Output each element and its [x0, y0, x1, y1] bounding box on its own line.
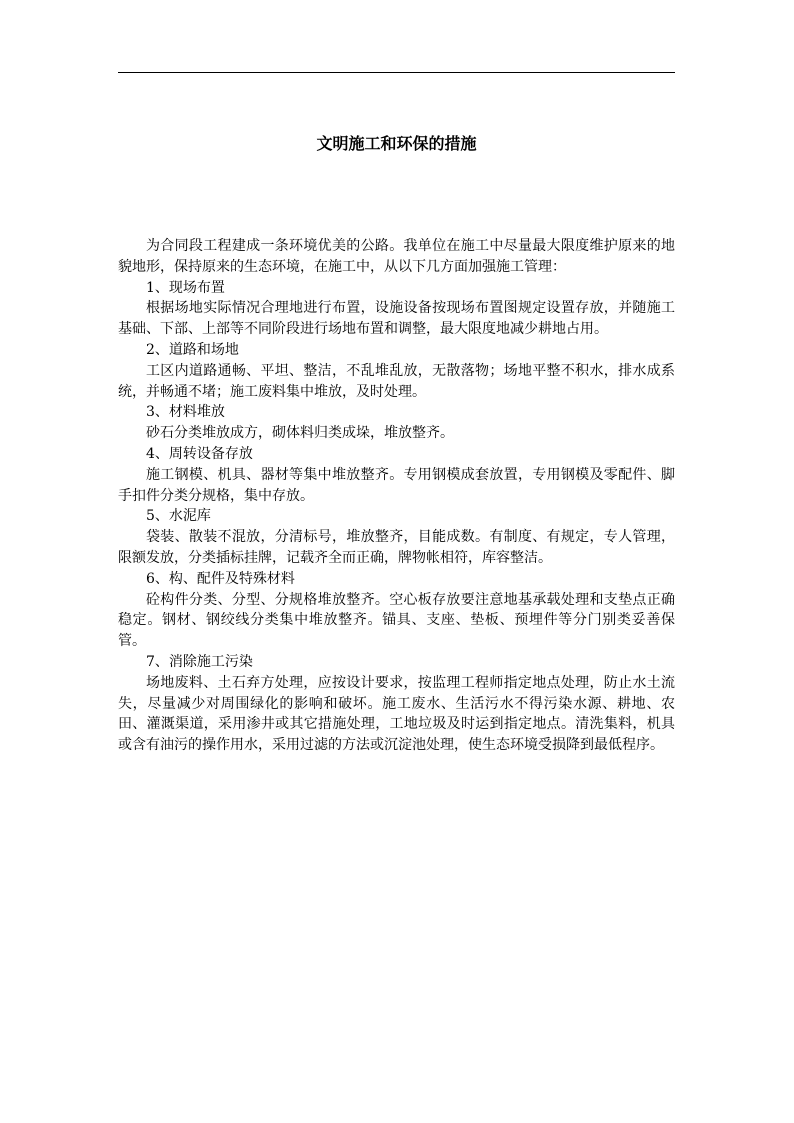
section-heading-pollution-control: 7、消除施工污染: [146, 653, 253, 670]
section-paragraph-equipment-storage: 施工钢模、机具、器材等集中堆放整齐。专用钢模成套放置，专用钢模及零配件、脚手扣件分类分规格，集中存放。: [118, 466, 675, 504]
section-heading-site-layout: 1、现场布置: [146, 279, 225, 296]
intro-paragraph: 为合同段工程建成一条环境优美的公路。我单位在施工中尽量最大限度维护原来的地貌地形，保持原来的生态环境，在施工中，从以下几方面加强施工管理：: [118, 238, 675, 275]
section-paragraph-material-stacking: 砂石分类堆放成方，砌体料归类成垛，堆放整齐。: [146, 425, 454, 442]
document-body: [118, 236, 675, 756]
section-paragraph-special-materials: 砼构件分类、分型、分规格堆放整齐。空心板存放要注意地基承载处理和支垫点正确稳定。钢材、钢绞线分类集中堆放整齐。锚具、支座、垫板、预埋件等分门别类妥善保管。: [118, 591, 675, 650]
section-paragraph-pollution-control: 场地废料、土石弃方处理，应按设计要求，按监理工程师指定地点处理，防止水土流失，尽量减少对周围绿化的影响和破坏。施工废水、生活污水不得污染水源、耕地、农田、灌溉渠道，采用渗井或其它措施处理，工地垃圾及时运到指定地点。清洗集料，机具或含有油污的操作用水，采用过滤的方法或沉淀池处理，使生态环境受损降到最低程序。: [118, 674, 675, 754]
header-rule: [118, 72, 675, 73]
section-heading-equipment-storage: 4、周转设备存放: [146, 445, 253, 462]
section-heading-special-materials: 6、构、配件及特殊材料: [146, 570, 295, 587]
section-heading-cement-warehouse: 5、水泥库: [146, 508, 211, 525]
section-paragraph-roads-site: 工区内道路通畅、平坦、整洁，不乱堆乱放，无散落物；场地平整不积水，排水成系统，并畅通不堵；施工废料集中堆放，及时处理。: [118, 362, 675, 400]
section-heading-roads-site: 2、道路和场地: [146, 341, 239, 358]
section-paragraph-site-layout: 根据场地实际情况合理地进行布置，设施设备按现场布置图规定设置存放，并随施工基础、下部、上部等不同阶段进行场地布置和调整，最大限度地减少耕地占用。: [118, 300, 675, 338]
document-title: 文明施工和环保的措施: [316, 134, 477, 153]
section-paragraph-cement-warehouse: 袋装、散装不混放，分清标号，堆放整齐，目能成数。有制度、有规定，专人管理，限额发放，分类插标挂牌，记载齐全而正确，牌物帐相符，库容整洁。: [118, 529, 675, 566]
section-heading-material-stacking: 3、材料堆放: [146, 404, 225, 421]
